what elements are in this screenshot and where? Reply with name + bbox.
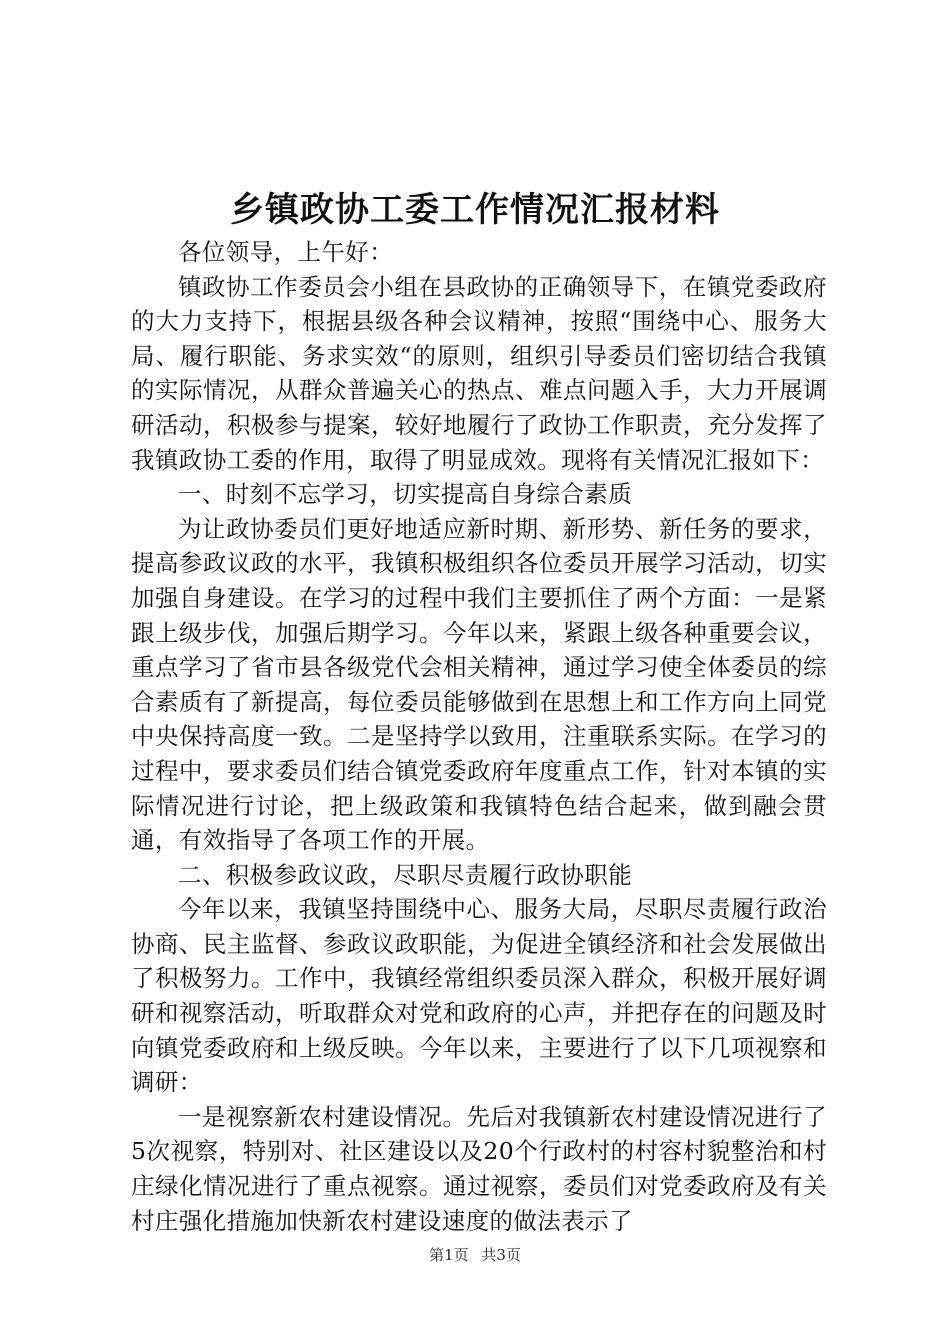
page-footer	[0, 1244, 950, 1266]
section-1-paragraph: 为让政协委员们更好地适应新时期、新形势、新任务的要求，提高参政议政的水平，我镇积极组织各位委员开展学习活动，切实加强自身建设。在学习的过程中我们主要抓住了两个方面：一是紧跟上级步伐，加强后期学习。今年以来，紧跟上级各种重要会议，重点学习了省市县各级党代会相关精神，通过学习使全体委员的综合素质有了新提高，每位委员能够做到在思想上和工作方向上同党中央保持高度一致。二是坚持学以致用，注重联系实际。在学习的过程中，要求委员们结合镇党委政府年度重点工作，针对本镇的实际情况进行讨论，把上级政策和我镇特色结合起来，做到融会贯通，有效指导了各项工作的开展。	[131, 514, 827, 855]
intro-paragraph: 镇政协工作委员会小组在县政协的正确领导下，在镇党委政府的大力支持下，根据县级各种会议精神，按照“围绕中心、服务大局、履行职能、务求实效“的原则，组织引导委员们密切结合我镇的实际情况，从群众普遍关心的热点、难点问题入手，大力开展调研活动，积极参与提案，较好地履行了政协工作职责，充分发挥了我镇政协工委的作用，取得了明显成效。现将有关情况汇报如下：	[131, 272, 827, 474]
inspection-paragraph: 一是视察新农村建设情况。先后对我镇新农村建设情况进行了5次视察，特别对、社区建设以及20个行政村的村容村貌整治和村庄绿化情况进行了重点视察。通过视察，委员们对党委政府及有关村庄强化措施加快新农村建设速度的做法表示了	[131, 1102, 827, 1235]
greeting-paragraph: 各位领导，上午好：	[178, 238, 394, 266]
section-2-paragraph: 今年以来，我镇坚持围绕中心、服务大局，尽职尽责履行政治协商、民主监督、参政议政职能，为促进全镇经济和社会发展做出了积极努力。工作中，我镇经常组织委员深入群众，积极开展好调研和视察活动，听取群众对党和政府的心声，并把存在的问题及时向镇党委政府和上级反映。今年以来，主要进行了以下几项视察和调研：	[131, 895, 827, 1097]
document-title: 乡镇政协工委工作情况汇报材料	[230, 190, 720, 230]
section-heading-2: 二、积极参政议政，尽职尽责履行政协职能	[178, 860, 633, 889]
document-body	[131, 235, 827, 1238]
page-total: 共3页	[481, 1246, 521, 1264]
section-heading-1: 一、时刻不忘学习，切实提高自身综合素质	[178, 480, 633, 509]
page-number: 第1页	[429, 1246, 469, 1264]
